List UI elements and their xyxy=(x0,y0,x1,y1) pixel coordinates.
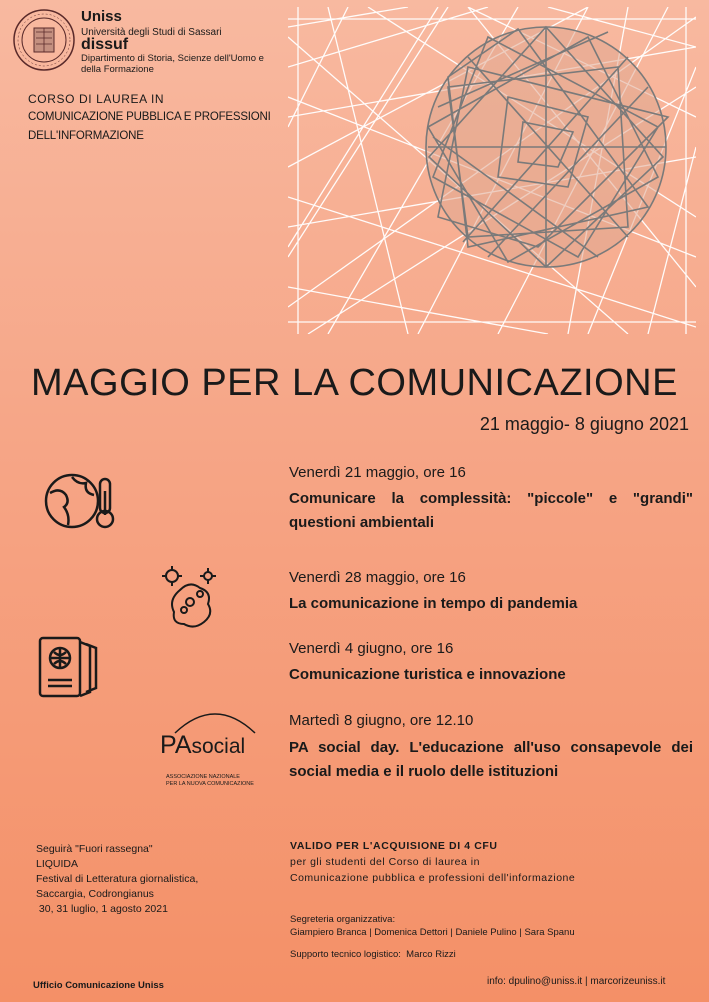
virus-icon xyxy=(160,564,222,630)
cfu-audience: per gli studenti del Corso di laurea in xyxy=(290,856,480,868)
fuori-rassegna-place: Saccargia, Codrongianus xyxy=(36,888,154,900)
page-title: MAGGIO PER LA COMUNICAZIONE xyxy=(31,362,678,404)
event-1-title: Comunicare la complessità: "piccole" e "grandi" questioni ambientali xyxy=(289,490,693,531)
event-2-when: Venerdì 28 maggio, ore 16 xyxy=(289,569,466,586)
fuori-rassegna-name: LIQUIDA xyxy=(36,858,79,870)
pasocial-logo-social: social xyxy=(191,735,246,758)
passport-icon xyxy=(36,634,102,700)
pasocial-logo-pa: PA xyxy=(160,731,192,759)
event-dates: 21 maggio- 8 giugno 2021 xyxy=(479,414,689,434)
event-1-when: Venerdì 21 maggio, ore 16 xyxy=(289,464,466,481)
pasocial-subtitle-line1: ASSOCIAZIONE NAZIONALE xyxy=(166,774,240,780)
contact-info: info: dpulino@uniss.it | marcorizeuniss.it xyxy=(487,976,666,987)
globe-thermometer-icon xyxy=(42,471,118,531)
cfu-notice: VALIDO PER L'ACQUISIONE DI 4 CFU xyxy=(290,840,498,852)
pasocial-subtitle-line2: PER LA NUOVA COMUNICAZIONE xyxy=(166,781,254,787)
pasocial-logo xyxy=(160,731,245,760)
fuori-rassegna-label: Seguirà "Fuori rassegna" xyxy=(36,843,153,855)
course-heading-line3: DELL'INFORMAZIONE xyxy=(28,130,144,142)
event-4-title: PA social day. L'educazione all'uso consapevole dei social media e il ruolo delle istituzioni xyxy=(289,739,693,780)
pasocial-subtitle xyxy=(166,774,254,788)
technical-support: Supporto tecnico logistico: Marco Rizzi xyxy=(290,949,456,960)
department-name-line1: Dipartimento di Storia, Scienze dell'Uomo e xyxy=(81,53,264,64)
event-3-when: Venerdì 4 giugno, ore 16 xyxy=(289,640,454,657)
university-subtitle: Università degli Studi di Sassari xyxy=(81,27,222,38)
department-name-line2: della Formazione xyxy=(81,64,154,75)
university-seal-logo xyxy=(12,8,76,72)
course-heading-line2: COMUNICAZIONE PUBBLICA E PROFESSIONI xyxy=(28,111,271,123)
fuori-rassegna-festival: Festival di Letteratura giornalistica, xyxy=(36,873,199,885)
fuori-rassegna-dates: 30, 31 luglio, 1 agosto 2021 xyxy=(36,903,168,915)
event-2-title: La comunicazione in tempo di pandemia xyxy=(289,595,578,612)
event-4-when: Martedì 8 giugno, ore 12.10 xyxy=(289,712,474,729)
cfu-course: Comunicazione pubblica e professioni dell'informazione xyxy=(290,872,576,884)
university-name: Uniss xyxy=(81,8,122,25)
event-3-title: Comunicazione turistica e innovazione xyxy=(289,666,566,683)
network-sphere-artwork xyxy=(288,7,696,334)
organizing-office-names: Giampiero Branca | Domenica Dettori | Daniele Pulino | Sara Spanu xyxy=(290,927,575,938)
course-heading-line1: CORSO DI LAUREA IN xyxy=(28,92,165,106)
organizing-office-label: Segreteria organizzativa: xyxy=(290,914,396,925)
department-acronym: dissuf xyxy=(81,36,129,53)
office-credit: Ufficio Comunicazione Uniss xyxy=(33,980,164,991)
